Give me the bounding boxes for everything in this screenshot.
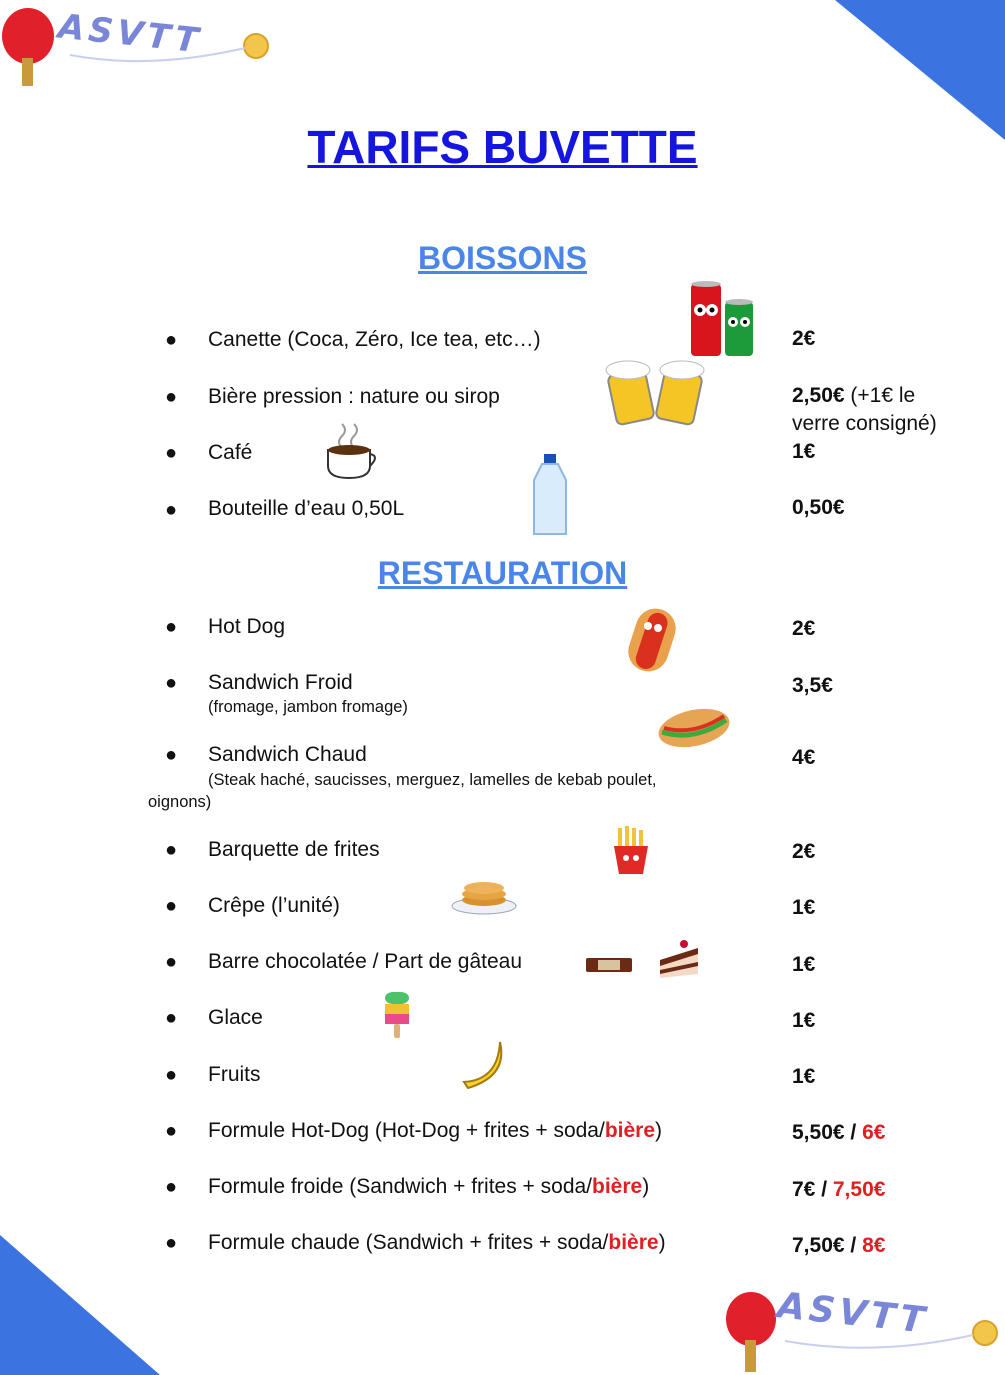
- bullet: ●: [165, 386, 178, 408]
- candy-bar-icon: [584, 954, 634, 976]
- formula-close: ): [658, 1231, 666, 1254]
- sandwich-icon: [654, 702, 734, 754]
- ice-pop-icon: [382, 990, 412, 1040]
- logo-text: ASVTT: [775, 1285, 931, 1342]
- bullet: ●: [165, 1007, 178, 1029]
- section-title-boissons: BOISSONS: [418, 240, 587, 276]
- item-label: Hot Dog: [208, 615, 286, 638]
- logo-bottom: [715, 1285, 1005, 1375]
- item-price: 4€: [792, 746, 816, 769]
- formula-beer: bière: [592, 1175, 643, 1198]
- formula-close: ): [655, 1119, 663, 1142]
- item-price: 1€: [792, 896, 816, 919]
- item-label: Crêpe (l’unité): [208, 894, 340, 917]
- bullet: ●: [165, 442, 178, 464]
- price-soda: 7,50€: [792, 1234, 845, 1257]
- item-price: 1€: [792, 953, 816, 976]
- item-sublabel: (Steak haché, saucisses, merguez, lamelles de kebab poulet,: [208, 771, 657, 789]
- price-sep: /: [844, 1121, 863, 1144]
- item-price: 3,5€: [792, 674, 833, 697]
- page-title: TARIFS BUVETTE: [307, 121, 698, 173]
- item-label: Bouteille d’eau 0,50L: [208, 497, 405, 520]
- item-label: [208, 1119, 662, 1143]
- beer-mugs-icon: [604, 352, 708, 430]
- formula-beer: bière: [608, 1231, 659, 1254]
- formula-text: Formule froide (Sandwich + frites + soda/: [208, 1175, 593, 1198]
- coffee-cup-icon: [322, 420, 382, 482]
- price-note: (+1€ le: [844, 384, 916, 407]
- item-label: [208, 1231, 666, 1255]
- formula-text: Formule Hot-Dog (Hot-Dog + frites + soda/: [208, 1119, 605, 1142]
- bullet: ●: [165, 744, 178, 766]
- banana-icon: [456, 1036, 508, 1090]
- bullet: ●: [165, 616, 178, 638]
- water-bottle-icon: [530, 452, 570, 538]
- formula-text: Formule chaude (Sandwich + frites + soda/: [208, 1231, 609, 1254]
- item-label: Canette (Coca, Zéro, Ice tea, etc…): [208, 328, 541, 351]
- corner-triangle-top-right: [835, 0, 1005, 140]
- logo-top: [0, 0, 280, 90]
- bullet: ●: [165, 329, 178, 351]
- price-beer: 7,50€: [832, 1178, 886, 1201]
- price-beer: 8€: [862, 1234, 886, 1257]
- item-label: Sandwich Froid: [208, 671, 353, 694]
- item-price: [792, 1234, 885, 1258]
- bullet: ●: [165, 895, 178, 917]
- price-soda: 7€: [792, 1178, 816, 1201]
- item-price: 0,50€: [792, 496, 845, 519]
- item-price: [792, 384, 915, 408]
- item-sublabel: (fromage, jambon fromage): [208, 698, 408, 716]
- crepe-icon: [450, 878, 518, 916]
- item-price: [792, 1121, 885, 1145]
- item-label: Bière pression : nature ou sirop: [208, 385, 500, 408]
- cake-slice-icon: [656, 938, 702, 984]
- price-note-line2: verre consigné): [792, 412, 937, 435]
- price-sep: /: [844, 1234, 863, 1257]
- item-price: 2€: [792, 840, 816, 863]
- logo-text: ASVTT: [56, 6, 204, 62]
- bullet: ●: [165, 951, 178, 973]
- item-label: Café: [208, 441, 253, 464]
- item-price: 1€: [792, 1009, 816, 1032]
- bullet: ●: [165, 1176, 178, 1198]
- bullet: ●: [165, 1120, 178, 1142]
- price-beer: 6€: [862, 1121, 886, 1144]
- formula-beer: bière: [604, 1119, 656, 1142]
- item-sublabel-line2: oignons): [148, 793, 212, 811]
- price-sep: /: [815, 1178, 833, 1201]
- hot-dog-icon: [616, 604, 688, 680]
- item-price: 2€: [792, 617, 816, 640]
- corner-triangle-bottom-left: [0, 1235, 160, 1375]
- item-label: Barre chocolatée / Part de gâteau: [208, 950, 523, 973]
- item-label: Barquette de frites: [208, 838, 380, 861]
- price-value: 2,50€: [792, 384, 845, 407]
- item-price: 1€: [792, 440, 816, 463]
- item-label: [208, 1175, 649, 1199]
- bullet: ●: [165, 839, 178, 861]
- item-label: Sandwich Chaud: [208, 743, 367, 766]
- item-price: 1€: [792, 1065, 816, 1088]
- bullet: ●: [165, 1232, 178, 1254]
- bullet: ●: [165, 499, 178, 521]
- bullet: ●: [165, 672, 178, 694]
- bullet: ●: [165, 1064, 178, 1086]
- fries-icon: [608, 826, 654, 876]
- item-price: 2€: [792, 327, 816, 350]
- item-price: [792, 1178, 885, 1202]
- section-title-restauration: RESTAURATION: [377, 555, 628, 591]
- soda-cans-icon: [688, 280, 758, 360]
- item-label: Glace: [208, 1006, 263, 1029]
- formula-close: ): [642, 1175, 650, 1198]
- price-soda: 5,50€: [792, 1121, 845, 1144]
- item-label: Fruits: [208, 1063, 261, 1086]
